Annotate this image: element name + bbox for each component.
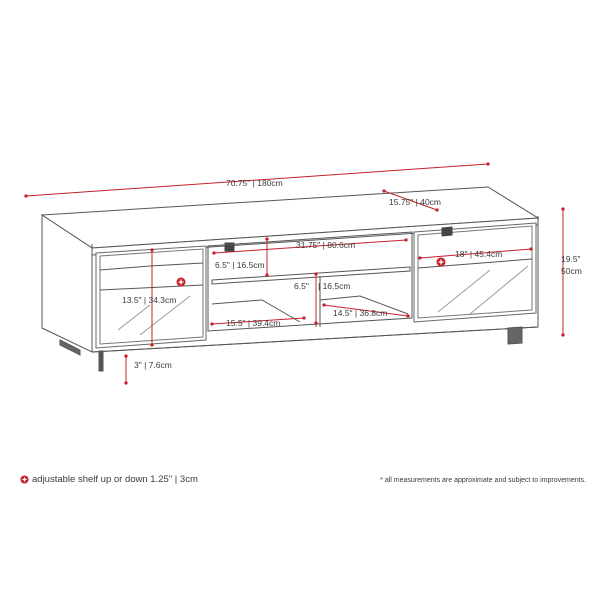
adjustable-shelf-plus-icon bbox=[437, 258, 446, 267]
center-width-label: 31.75" | 80.6cm bbox=[296, 240, 356, 250]
right-door-handle bbox=[442, 227, 452, 236]
leg-front-right bbox=[508, 327, 522, 344]
right-glass-door bbox=[414, 223, 536, 322]
center-lower-height-label: 6.5" bbox=[294, 281, 309, 291]
leg-height-label: 3" | 7.6cm bbox=[134, 360, 172, 370]
leg-front-left bbox=[99, 351, 103, 371]
lower-left-width-label: 15.5" | 39.4cm bbox=[226, 318, 281, 328]
height-label-in: 19.5" bbox=[561, 254, 581, 264]
right-width-label: 18" | 45.4cm bbox=[455, 249, 503, 259]
center-lower-height-cm-label: | 16.5cm bbox=[318, 281, 351, 291]
width-label: 70.75" | 180cm bbox=[226, 178, 283, 188]
height-label-cm: 50cm bbox=[561, 266, 582, 276]
tv-stand-drawing bbox=[42, 187, 538, 371]
lower-right-width-label: 14.5" | 36.8cm bbox=[333, 308, 388, 318]
adjustable-shelf-plus-icon bbox=[177, 278, 186, 287]
legend-text: adjustable shelf up or down 1.25" | 3cm bbox=[32, 474, 198, 485]
adjustable-shelf-plus-icon bbox=[20, 475, 29, 484]
left-height-label: 13.5" | 34.3cm bbox=[122, 295, 177, 305]
depth-label: 15.75" | 40cm bbox=[389, 197, 442, 207]
adjustable-shelf-legend bbox=[20, 474, 198, 485]
center-upper-height-label: 6.5" | 16.5cm bbox=[215, 260, 265, 270]
measurement-disclaimer: * all measurements are approximate and subject to improvements. bbox=[380, 477, 586, 484]
